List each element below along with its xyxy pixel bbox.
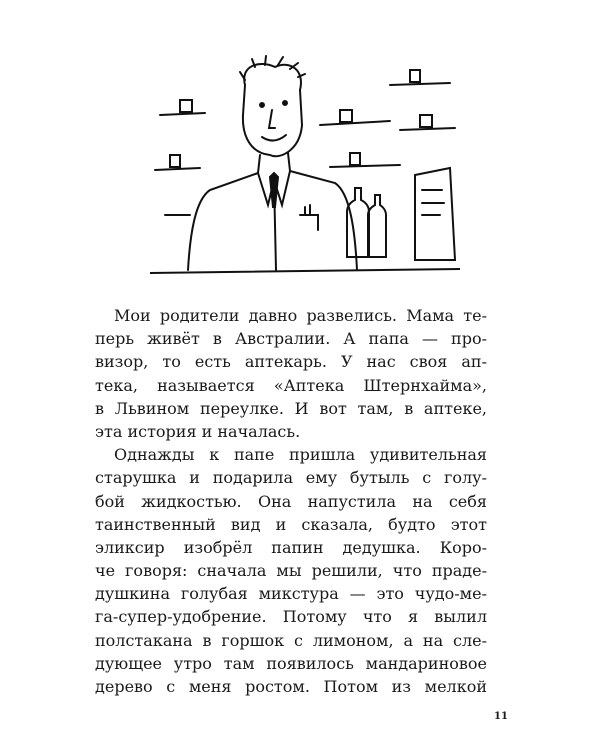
text-line: таинственный вид и сказала, будто этот — [95, 514, 487, 534]
text-line: визор, то есть аптекарь. У нас своя ап- — [95, 352, 487, 372]
page-number: 11 — [494, 711, 508, 722]
text-line: дерево с меня ростом. Потом из мелкой — [95, 677, 487, 696]
shelves — [155, 70, 455, 215]
body-text — [95, 304, 487, 698]
text-line: дующее утро там появилось мандариновое — [95, 653, 487, 673]
text-line: че говоря: сначала мы решили, что праде- — [95, 561, 487, 581]
text-line: эликсир изобрёл папин дедушка. Коро- — [95, 537, 487, 557]
text-line: тека, называется «Аптека Штернхайма», — [95, 375, 487, 395]
pharmacist — [188, 56, 357, 270]
text-line: Мои родители давно развелись. Мама те- — [114, 306, 487, 325]
text-line: бой жидкостью. Она напустила на себя — [95, 491, 487, 511]
text-line: душкина голубая микстура — это чудо-ме- — [95, 584, 487, 604]
counter — [150, 269, 460, 273]
text-line: старушка и подарила ему бутыль с голу- — [95, 468, 487, 488]
text-line: в Львином переулке. И вот там, в аптеке, — [95, 398, 487, 418]
text-line: га-супер-удобрение. Потому что я вылил — [95, 607, 487, 627]
text-line: перь живёт в Австралии. А папа — про- — [95, 329, 487, 349]
text-line: Однажды к папе пришла удивительная — [114, 445, 487, 465]
pharmacist-illustration — [150, 55, 460, 290]
bottles — [347, 168, 455, 260]
text-line: эта история и началась. — [95, 421, 301, 441]
text-line: полстакана в горшок с лимоном, а на сле- — [95, 630, 487, 650]
